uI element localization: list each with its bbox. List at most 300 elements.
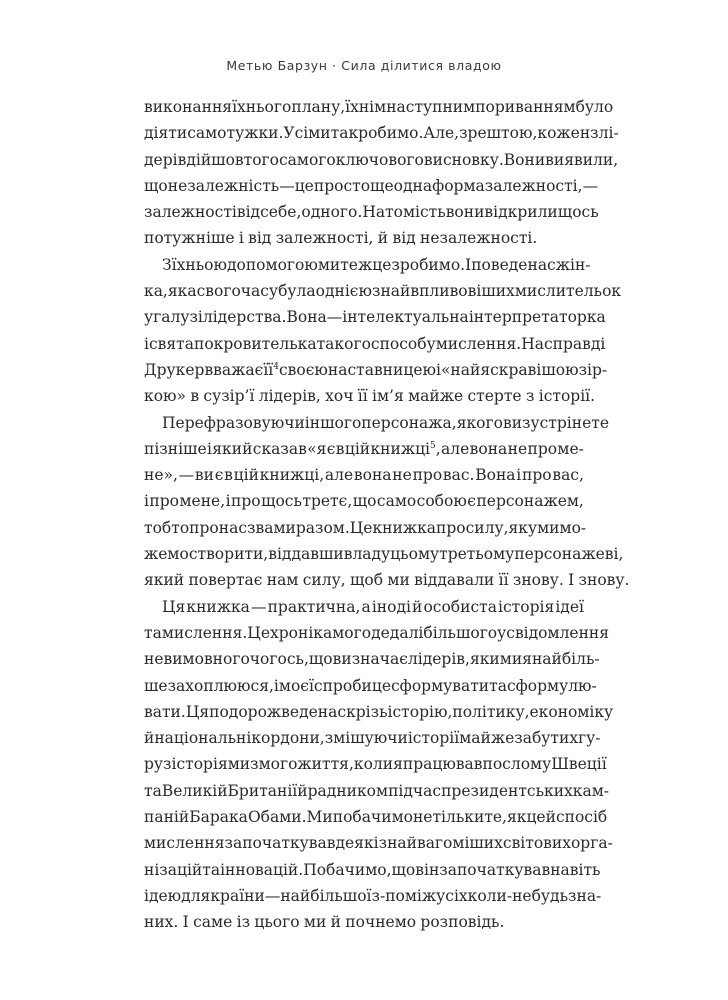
word: робимо. — [358, 124, 424, 143]
text-line — [144, 331, 606, 357]
word: поведе — [471, 255, 528, 274]
word: мого — [332, 623, 372, 642]
word: кордони, — [251, 729, 325, 748]
word: віддавали — [414, 571, 495, 590]
text-line — [144, 646, 600, 672]
word: і — [206, 439, 212, 458]
word: залежності, — [484, 176, 583, 195]
word: незалежність — [167, 176, 280, 195]
text-line — [144, 252, 591, 278]
word: і — [435, 360, 441, 379]
text-line — [144, 857, 601, 883]
word: третьому — [439, 545, 515, 564]
word: мислення. — [435, 334, 522, 353]
text-line — [144, 620, 610, 646]
word: ідеї — [555, 597, 584, 616]
word: наступним — [386, 98, 476, 116]
text-line — [144, 725, 601, 751]
text-line — [144, 751, 607, 777]
word: залежності, — [275, 229, 374, 248]
word: ру — [144, 755, 164, 774]
word: дедалі — [371, 623, 424, 642]
word: президентських — [441, 781, 573, 800]
word: жін- — [555, 255, 591, 274]
word: від — [248, 229, 272, 248]
word: є — [326, 439, 336, 458]
word: Британії — [227, 781, 298, 800]
word: «найяскравішою — [440, 360, 579, 379]
word: і — [144, 492, 149, 511]
paragraph — [144, 594, 614, 936]
word: він — [415, 860, 440, 879]
word: тобто — [144, 518, 190, 537]
word: чогось, — [249, 650, 309, 669]
word: собою — [416, 492, 467, 511]
word: історії. — [538, 387, 596, 406]
word: силу, — [302, 571, 346, 590]
word: практична, — [267, 597, 361, 616]
word: змішуючи — [324, 729, 408, 748]
word: що — [308, 650, 333, 669]
word: виконання — [144, 98, 233, 116]
word: й — [330, 913, 341, 932]
word: історію, — [387, 702, 453, 721]
text-line — [144, 778, 610, 804]
word: Друкер — [144, 360, 205, 379]
word: й — [412, 597, 423, 616]
word: її — [498, 571, 509, 590]
word: галузі — [153, 308, 203, 327]
word: Вони — [503, 150, 546, 169]
word: та — [144, 623, 162, 642]
word: мо- — [559, 518, 587, 537]
word: разом. — [295, 518, 350, 537]
word: нізацій — [144, 860, 203, 879]
word: однією — [315, 282, 372, 301]
word: й — [297, 781, 308, 800]
word: Вона — [286, 308, 327, 327]
text-line — [144, 357, 608, 383]
word: вона — [353, 466, 392, 485]
word: із — [236, 913, 251, 932]
word: І — [465, 255, 472, 274]
word: Але, — [423, 124, 460, 143]
word: незалежності. — [420, 229, 538, 248]
word: свята — [148, 334, 194, 353]
word: Обами. — [247, 808, 307, 827]
word: зір- — [578, 360, 608, 379]
word: її — [357, 387, 368, 406]
word: усвідомлення — [497, 623, 610, 642]
word: і — [225, 492, 231, 511]
word: цьому — [390, 545, 440, 564]
word: себе, — [260, 203, 302, 222]
word: що — [352, 492, 377, 511]
word: І — [182, 913, 189, 932]
word: працював — [402, 755, 483, 774]
word: персонажем, — [476, 492, 584, 511]
word: одна — [393, 176, 433, 195]
word: більшого — [423, 623, 498, 642]
word: їхнього — [232, 98, 292, 116]
word: подорож — [209, 702, 282, 721]
word: політику, — [452, 702, 530, 721]
word: моєї — [278, 676, 314, 695]
word: кою» — [144, 387, 186, 406]
word: них. — [144, 913, 179, 932]
text-line — [144, 909, 584, 935]
word: «я — [307, 439, 327, 458]
word: цій — [233, 466, 259, 485]
word: Швеції — [551, 755, 607, 774]
word: час — [412, 781, 442, 800]
text-line — [144, 515, 587, 541]
word: — — [279, 176, 295, 195]
word: виявили, — [545, 150, 619, 169]
word: спосіб — [555, 808, 608, 827]
word: історії — [407, 729, 460, 748]
word: Вона — [475, 466, 516, 485]
word: у — [542, 755, 552, 774]
word: теж — [340, 255, 373, 274]
word: але — [441, 439, 470, 458]
word: $її^4$ — [263, 360, 279, 379]
word: радником — [307, 781, 389, 800]
word: кожен — [537, 124, 591, 143]
word: для — [181, 886, 211, 905]
word: почнемо — [345, 913, 417, 932]
word: ми — [387, 571, 410, 590]
word: ім’я — [372, 387, 404, 406]
word: своєю — [278, 360, 328, 379]
word: дерів — [144, 150, 187, 169]
word: лі- — [598, 124, 619, 143]
footnote-mark: 5 — [430, 440, 436, 451]
word: і — [516, 466, 522, 485]
word: не — [392, 466, 412, 485]
word: започаткував — [439, 860, 551, 879]
word: зробимо. — [391, 255, 466, 274]
word: повертає — [188, 571, 263, 590]
word: Ми — [306, 808, 333, 827]
text-line — [144, 304, 606, 330]
word: силу, — [465, 518, 509, 537]
word: залежності — [144, 203, 237, 222]
word: а — [361, 597, 371, 616]
text-line — [144, 199, 599, 225]
word: що — [144, 176, 168, 195]
word: у — [144, 308, 154, 327]
word: Великій — [161, 781, 228, 800]
word: З — [162, 255, 172, 274]
word: нас — [527, 255, 556, 274]
word: знову. — [512, 571, 564, 590]
word: вона — [469, 439, 508, 458]
word: про — [412, 466, 443, 485]
word: покровителька — [193, 334, 317, 353]
word: під — [388, 781, 413, 800]
word: одного. — [301, 203, 363, 222]
word: часу — [240, 282, 279, 301]
word: висновку. — [423, 150, 504, 169]
word: захоплююся, — [167, 676, 274, 695]
word: історіями — [171, 755, 251, 774]
paragraph — [144, 410, 630, 594]
word: Ця — [185, 702, 210, 721]
word: майже — [459, 729, 515, 748]
word: Барака — [189, 808, 248, 827]
word: віддавши — [268, 545, 344, 564]
word: коли — [353, 755, 394, 774]
word: такого — [316, 334, 371, 353]
word: сказав — [252, 439, 307, 458]
word: в — [190, 387, 200, 406]
text-line — [144, 594, 584, 620]
word: з — [590, 124, 599, 143]
word: світових — [502, 834, 571, 853]
word: зна- — [568, 886, 602, 905]
word: і — [238, 229, 244, 248]
word: відкрили — [484, 203, 558, 222]
word: про — [189, 518, 219, 537]
word: невимовного — [144, 650, 250, 669]
running-head: Метью Барзун · Сила ділитися владою — [226, 58, 502, 73]
word: Побачимо, — [303, 860, 392, 879]
word: визначає — [332, 650, 408, 669]
word: особиста — [423, 597, 497, 616]
word: цей — [526, 808, 556, 827]
word: так — [330, 124, 359, 143]
paragraph — [144, 252, 622, 410]
word: іншого — [304, 413, 362, 432]
word: щось — [261, 492, 302, 511]
word: третє, — [302, 492, 353, 511]
text-line — [144, 94, 614, 120]
paragraph — [144, 94, 619, 252]
word: я — [393, 755, 403, 774]
word: цій — [344, 439, 371, 458]
word: майже — [408, 387, 464, 406]
word: персонажа, — [361, 413, 457, 432]
word: ще — [370, 176, 394, 195]
word: не — [507, 439, 528, 458]
word: — — [251, 597, 267, 616]
word: й — [144, 729, 155, 748]
word: якого — [456, 413, 503, 432]
word: життя, — [297, 755, 354, 774]
word: веде — [281, 702, 318, 721]
word: Перефразовуючи — [162, 413, 305, 432]
word: та — [144, 781, 162, 800]
word: книжка — [372, 518, 437, 537]
text-line — [144, 541, 624, 567]
word: ідею — [144, 886, 182, 905]
word: пориванням — [475, 98, 576, 116]
word: ми — [303, 913, 327, 932]
word: Це — [247, 623, 270, 642]
word: інновацій. — [220, 860, 304, 879]
word: паній — [144, 808, 190, 827]
word: лідерства. — [202, 308, 287, 327]
word: мислення. — [161, 623, 248, 642]
word: нас — [218, 518, 248, 537]
text-line — [144, 225, 584, 251]
word: діяти — [144, 124, 188, 143]
word: і — [273, 676, 279, 695]
word: лідерів, — [258, 387, 321, 406]
word: про — [527, 439, 558, 458]
word: не», — [144, 466, 178, 485]
word: про — [522, 466, 552, 485]
word: сузір’ї — [203, 387, 255, 406]
word: забутих — [514, 729, 579, 748]
word: національні — [154, 729, 252, 748]
word: найвпливовіших — [380, 282, 515, 301]
text-line — [144, 462, 584, 488]
word: з — [525, 387, 535, 406]
word: як — [507, 808, 527, 827]
text-line — [144, 488, 584, 514]
word: нас — [317, 702, 347, 721]
word: та — [489, 676, 507, 695]
word: мислительок — [514, 282, 622, 301]
word: стерте — [467, 387, 522, 406]
word: зустрінете — [522, 413, 610, 432]
word: який — [144, 571, 185, 590]
word: історія — [498, 597, 555, 616]
word: з-поміж — [371, 886, 437, 905]
word: саме — [193, 913, 233, 932]
text-line — [144, 410, 610, 436]
word: вами — [255, 518, 296, 537]
word: не — [412, 808, 433, 827]
word: цього — [254, 913, 300, 932]
word: ми — [308, 124, 331, 143]
word: — — [264, 886, 281, 905]
text-line — [144, 383, 596, 409]
word: хроніка — [270, 623, 333, 642]
word: жемо — [144, 545, 189, 564]
word: форма — [432, 176, 485, 195]
word: само — [376, 492, 417, 511]
text-line — [144, 883, 602, 909]
word: мислення — [144, 834, 225, 853]
body-text — [144, 94, 630, 936]
word: пізніше — [144, 439, 207, 458]
word: мене, — [179, 492, 226, 511]
word: було — [575, 98, 614, 116]
word: Ця — [162, 597, 186, 616]
text-line — [144, 830, 613, 856]
word: І — [568, 571, 575, 590]
text-line — [144, 699, 614, 725]
word: ка, — [144, 282, 168, 301]
word: деякі — [335, 834, 379, 853]
word: крізь — [346, 702, 388, 721]
word: про — [149, 492, 180, 511]
word: що — [391, 860, 416, 879]
word: щоб — [349, 571, 384, 590]
word: спроби — [313, 676, 372, 695]
text-line — [144, 278, 622, 304]
word: ви — [194, 466, 214, 485]
word: Натомість — [362, 203, 446, 222]
word: лідерів, — [407, 650, 470, 669]
word: нам — [266, 571, 299, 590]
word: Усі — [283, 124, 309, 143]
word: — — [582, 176, 599, 195]
text-line — [144, 436, 584, 462]
word: просто — [313, 176, 371, 195]
word: іноді — [371, 597, 411, 616]
word: потужніше — [144, 229, 235, 248]
word: гу- — [578, 729, 601, 748]
word: сформувати — [391, 676, 490, 695]
word: послом — [482, 755, 543, 774]
word: в — [224, 466, 233, 485]
word: коли-небудь — [467, 886, 569, 905]
word: яку — [508, 518, 538, 537]
word: побачимо — [332, 808, 413, 827]
word: вас. — [442, 466, 475, 485]
word: кам- — [572, 781, 610, 800]
word: їхньою — [171, 255, 227, 274]
word: в — [335, 439, 345, 458]
word: найбіль- — [531, 650, 600, 669]
word: з — [163, 755, 172, 774]
word: персонажеві, — [514, 545, 624, 564]
text-line — [144, 567, 630, 593]
word: — — [178, 466, 195, 485]
word: Насправді — [521, 334, 606, 353]
word: орга- — [570, 834, 613, 853]
word: ми — [317, 255, 341, 274]
word: країни — [210, 886, 265, 905]
word: дійшов — [186, 150, 244, 169]
word: про — [231, 492, 261, 511]
word: плану, — [291, 98, 346, 116]
word: від — [236, 203, 261, 222]
word: знову. — [578, 571, 630, 590]
word: є — [467, 492, 476, 511]
word: це — [294, 176, 314, 195]
word: й — [377, 229, 389, 248]
word: з — [247, 518, 256, 537]
word: це — [371, 676, 391, 695]
word: книжка — [186, 597, 250, 616]
word: те, — [484, 808, 507, 827]
word: і — [144, 334, 149, 353]
word: ви — [502, 413, 523, 432]
word: є — [214, 466, 224, 485]
word: самотужки. — [187, 124, 284, 143]
word: тільки — [432, 808, 485, 827]
word: від — [392, 229, 416, 248]
word: вас, — [552, 466, 584, 485]
word: — — [326, 308, 343, 327]
word: допомогою — [226, 255, 318, 274]
word: я — [522, 650, 532, 669]
word: способу — [370, 334, 436, 353]
word: з — [371, 282, 381, 301]
text-line — [144, 804, 608, 830]
word: вважає — [204, 360, 264, 379]
word: якими — [469, 650, 523, 669]
word: самого — [279, 150, 336, 169]
text-line — [144, 120, 619, 146]
word: та — [202, 860, 221, 879]
word: з — [250, 755, 259, 774]
